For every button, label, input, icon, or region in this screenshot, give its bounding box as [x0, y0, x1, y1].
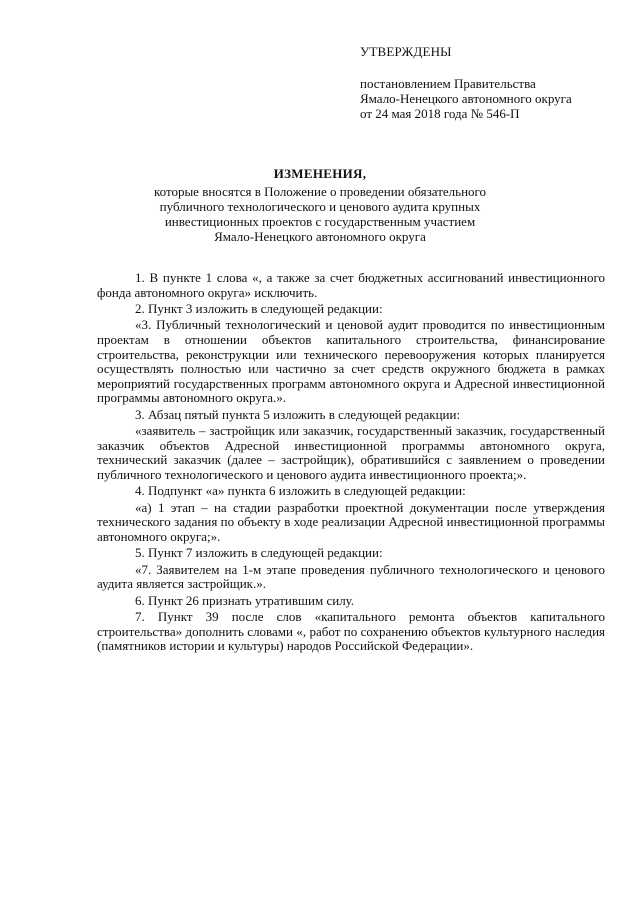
paragraph-item-4: 4. Подпункт «а» пункта 6 изложить в следующей редакции: — [135, 483, 466, 499]
approval-stamp: УТВЕРЖДЕНЫ — [360, 44, 452, 59]
document-body — [97, 271, 605, 656]
title-line: публичного технологического и ценового аудита крупных — [159, 199, 481, 214]
title-line: инвестиционных проектов с государственным участием — [164, 214, 476, 229]
document-title — [110, 166, 530, 244]
paragraph-item-7: 7. Пункт 39 после слов «капитального ремонта объектов капитального строительства» дополнить словами «, работ по сохранению объектов культурного наследия (памятников истории и культуры) народов Российской Федерации». — [97, 609, 605, 654]
paragraph-item-2: 2. Пункт 3 изложить в следующей редакции: — [135, 300, 383, 316]
quoted-paragraph-3: «3. Публичный технологический и ценовой аудит проводится по инвестиционным проектам в отношении объектов капитального строительства, финансирование строительства, реконструкции или технического перевооружения которых планируется осуществлять полностью или частично за счет средств окружного бюджета в рамках мероприятий государственных программ автономного округа и Адресной инвестиционной программы автономного округа.». — [97, 317, 605, 406]
approval-line-authority: постановлением Правительства — [360, 76, 536, 91]
paragraph-item-1: 1. В пункте 1 слова «, а также за счет бюджетных ассигнований инвестиционного фонда автономного округа» исключить. — [97, 270, 605, 300]
paragraph-item-5: 5. Пункт 7 изложить в следующей редакции: — [135, 545, 383, 561]
quoted-paragraph-stage: «а) 1 этап – на стадии разработки проектной документации после утверждения технического задания по объекту в ходе реализации Адресной инвестиционной программы автономного округа;». — [97, 499, 605, 544]
quoted-paragraph-applicant: «заявитель – застройщик или заказчик, государственный заказчик, государственный заказчик объектов Адресной инвестиционной программы автономного округа, технический заказчик (далее – застройщик), обратившийся с заявлением о проведении публичного технологического и ценового аудита инвестиционного проекта;». — [97, 423, 605, 482]
paragraph-item-3: 3. Абзац пятый пункта 5 изложить в следующей редакции: — [135, 406, 461, 422]
paragraph-item-6: 6. Пункт 26 признать утратившим силу. — [135, 592, 355, 608]
title-line: которые вносятся в Положение о проведении обязательного — [153, 184, 487, 199]
title-heading: ИЗМЕНЕНИЯ, — [273, 166, 367, 181]
approval-line-region: Ямало-Ненецкого автономного округа — [360, 91, 572, 106]
approval-block — [360, 44, 620, 121]
quoted-paragraph-7: «7. Заявителем на 1-м этапе проведения публичного технологического и ценового аудита является застройщик.». — [97, 561, 605, 592]
title-line: Ямало-Ненецкого автономного округа — [214, 229, 426, 244]
approval-line-date: от 24 мая 2018 года № 546-П — [360, 106, 520, 121]
